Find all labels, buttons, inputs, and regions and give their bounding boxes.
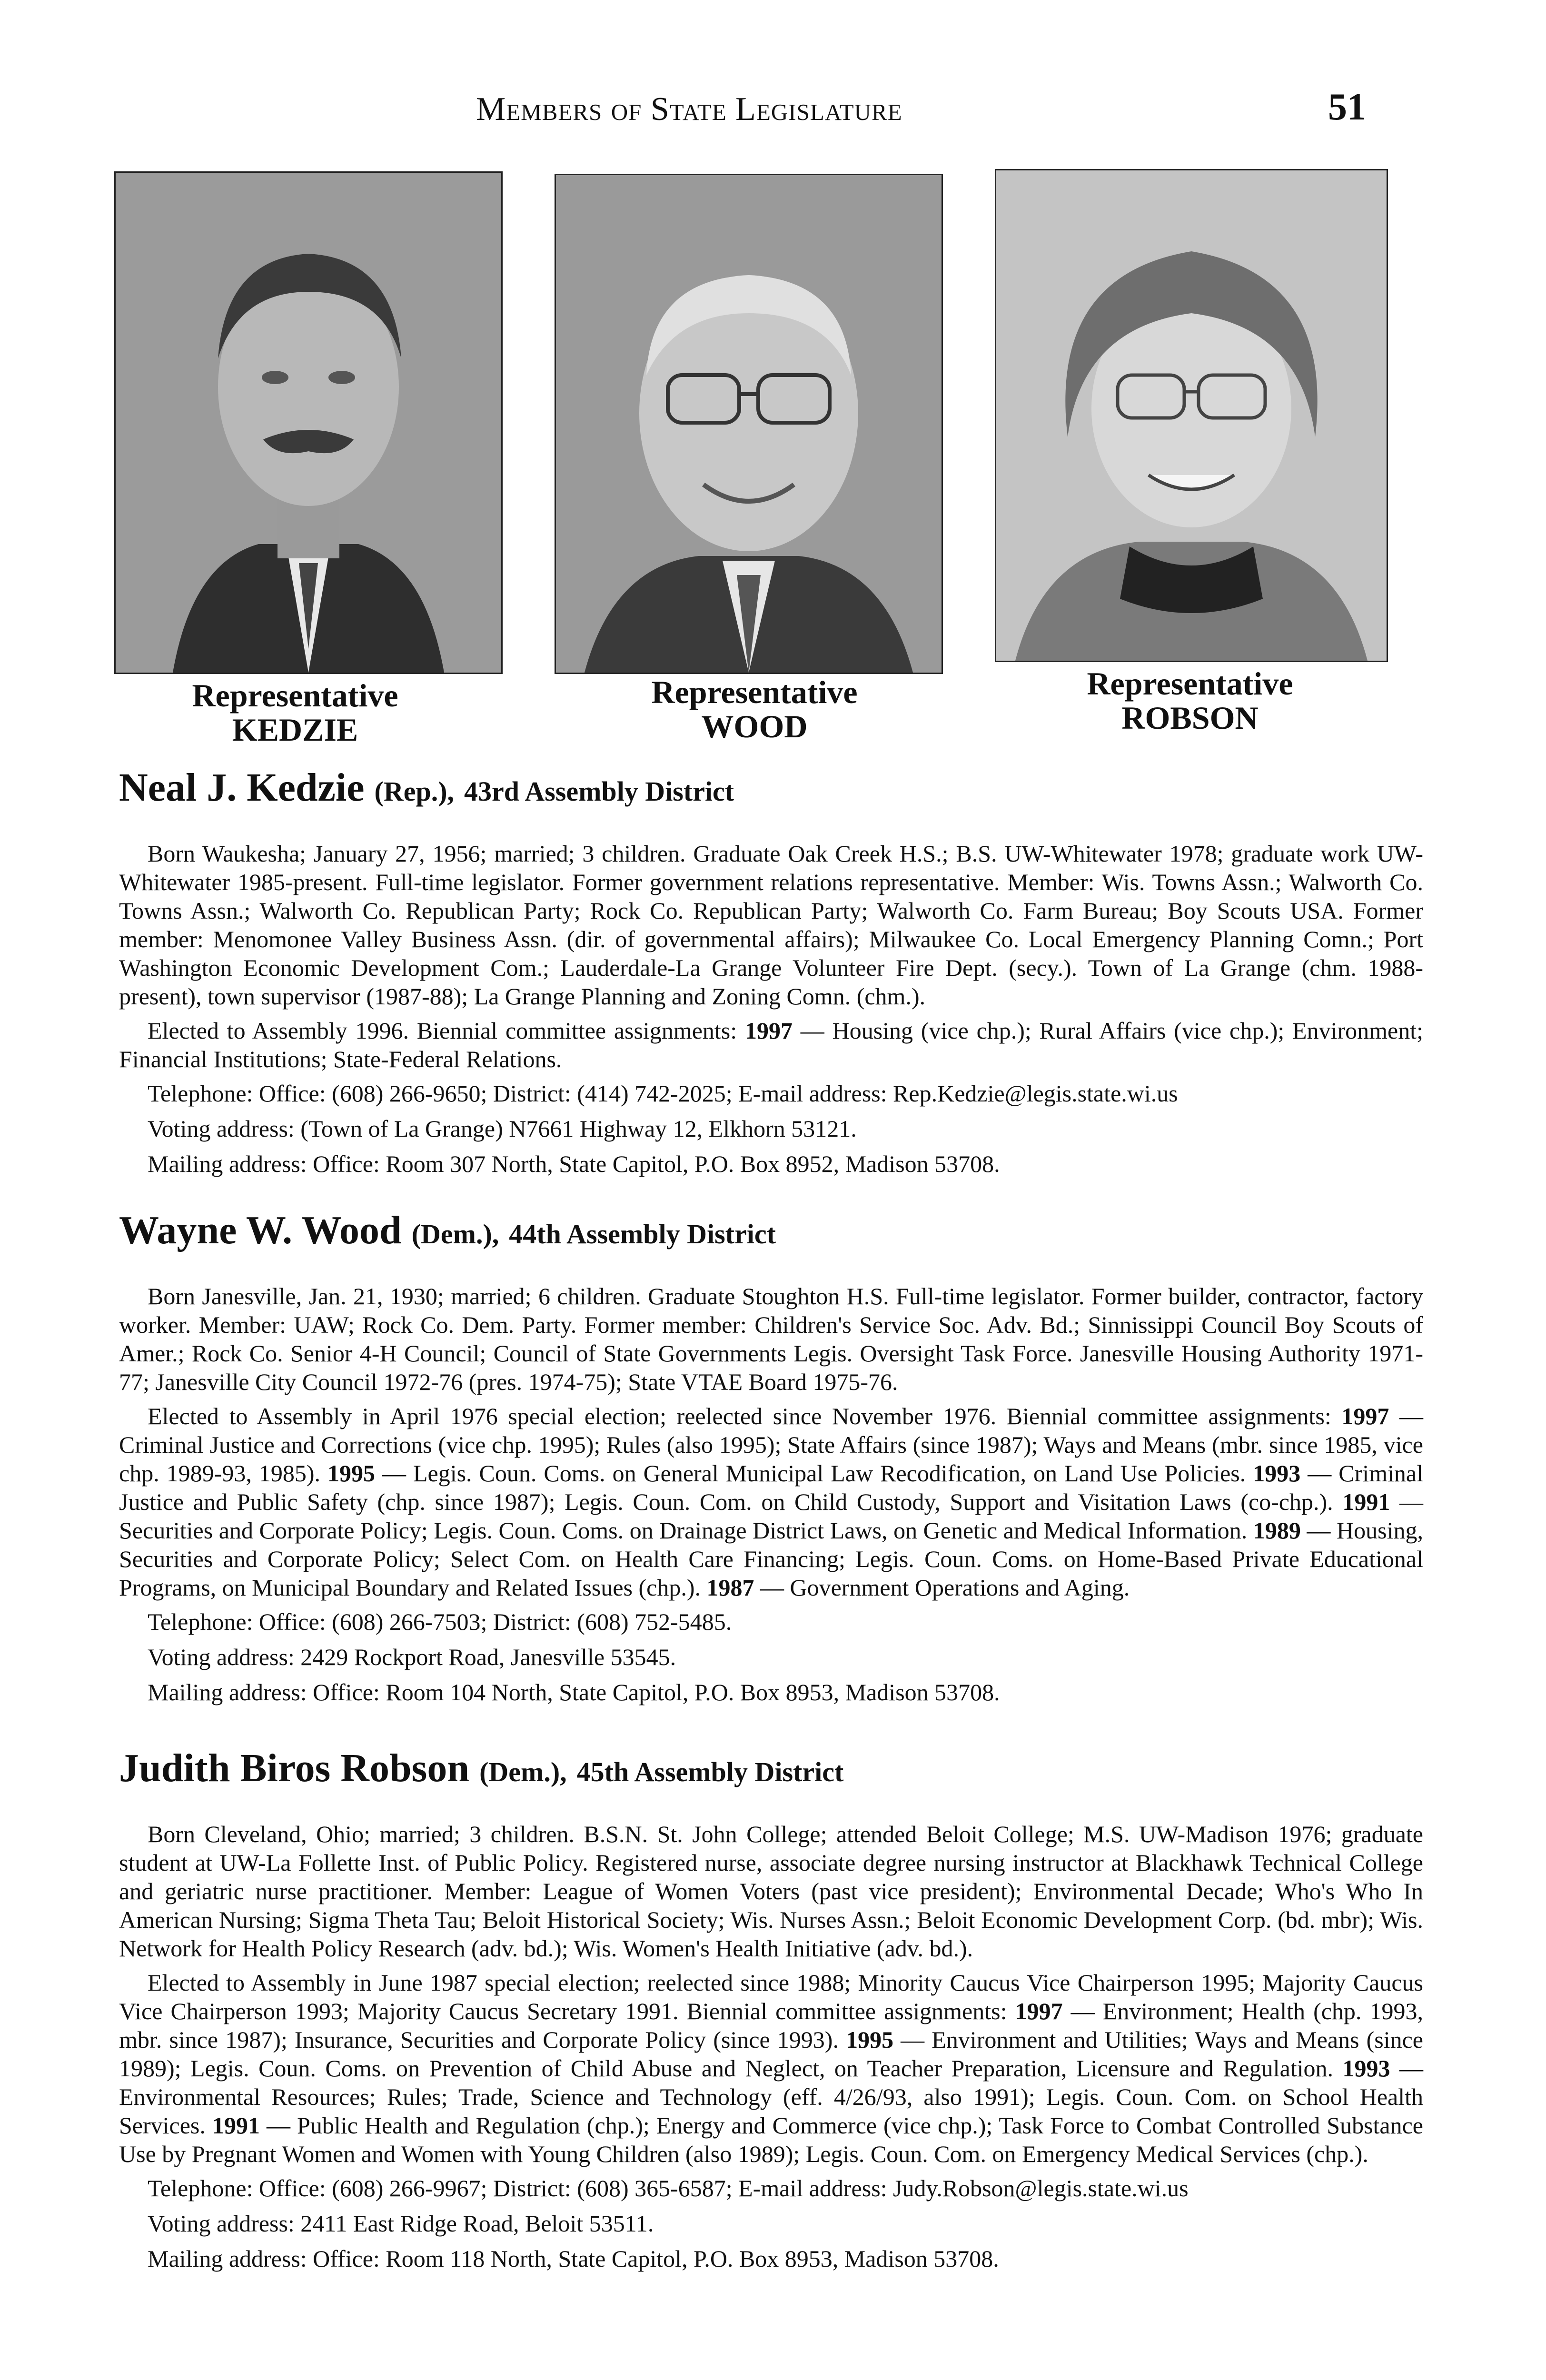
caption-robson (1038, 666, 1342, 735)
member-biography: Born Cleveland, Ohio; married; 3 children. B.S.N. St. John College; attended Beloit College; M.S. UW-Madison 1976; graduate student at UW-La Follette Inst. of Public Policy. Registered nurse, associate degree nursing instructor at Blackhawk Technical College and geriatric nurse practitioner. Member: League of Women Voters (past vice president); Environmental Decade; Who's Who In American Nursing; Sigma Theta Tau; Beloit Historical Society; Wis. Nurses Assn.; Beloit Economic Development Corp. (bd. mbr); Wis. Network for Health Policy Research (adv. bd.); Wis. Women's Health Initiative (adv. bd.). (119, 1821, 1423, 1962)
member-name: Judith Biros Robson (119, 1746, 470, 1790)
member-entry-robson (119, 1745, 1423, 2280)
caption-surname: WOOD (701, 708, 808, 744)
member-mailing-address: Mailing address: Office: Room 307 North, State Capitol, P.O. Box 8952, Madison 53708. (148, 1150, 1000, 1177)
member-mailing-address: Mailing address: Office: Room 118 North, State Capitol, P.O. Box 8953, Madison 53708. (148, 2245, 999, 2272)
member-heading (119, 1207, 1423, 1258)
caption-title: Representative (192, 677, 398, 714)
member-biography: Born Waukesha; January 27, 1956; married; 3 children. Graduate Oak Creek H.S.; B.S. UW-Whitewater 1978; graduate work UW-Whitewater 1985-present. Full-time legislator. Former government relations representative. Member: Wis. Towns Assn.; Walworth Co. Towns Assn.; Walworth Co. Republican Party; Rock Co. Republican Party; Walworth Co. Farm Bureau; Boy Scouts USA. Former member: Menomonee Valley Business Assn. (dir. of governmental affairs); Milwaukee Co. Local Emergency Planning Comn.; Port Washington Economic Development Com.; Lauderdale-La Grange Volunteer Fire Dept. (secy.). Town of La Grange (chm. 1988-present), town supervisor (1987-88); La Grange Planning and Zoning Comn. (chm.). (119, 840, 1423, 1010)
caption-title: Representative (651, 674, 858, 710)
portrait-wood-image (556, 175, 941, 673)
member-party: (Rep.), (374, 776, 455, 807)
member-district: 45th Assembly District (576, 1756, 844, 1787)
member-telephone: Telephone: Office: (608) 266-9650; District: (414) 742-2025; E-mail address: Rep.Kedzie@legis.state.wi.us (148, 1080, 1178, 1107)
photo-wood (555, 174, 943, 674)
member-voting-address: Voting address: 2429 Rockport Road, Janesville 53545. (148, 1644, 676, 1670)
member-heading (119, 764, 1423, 815)
member-district: 43rd Assembly District (464, 776, 734, 807)
member-name: Neal J. Kedzie (119, 765, 365, 810)
member-district: 44th Assembly District (509, 1219, 776, 1250)
photo-kedzie (114, 171, 503, 674)
member-heading (119, 1745, 1423, 1796)
member-voting-address: Voting address: (Town of La Grange) N7661 Highway 12, Elkhorn 53121. (148, 1115, 857, 1142)
page-number: 51 (1328, 86, 1366, 128)
member-telephone: Telephone: Office: (608) 266-9967; District: (608) 365-6587; E-mail address: Judy.Robson@legis.state.wi.us (148, 2175, 1189, 2202)
member-entry-kedzie (119, 764, 1423, 1185)
portrait-kedzie-image (116, 173, 501, 673)
member-name: Wayne W. Wood (119, 1208, 402, 1252)
portrait-robson-image (996, 170, 1387, 661)
member-voting-address: Voting address: 2411 East Ridge Road, Beloit 53511. (148, 2210, 654, 2237)
member-party: (Dem.), (479, 1756, 567, 1787)
member-committees: Elected to Assembly in April 1976 special election; reelected since November 1976. Biennial committee assignments: 1997 — Criminal Justice and Corrections (vice chp. 1995); Rules (also 1995); State Affairs (since 1987); Ways and Means (mbr. since 1985, vice chp. 1989-93, 1985). 1995 — Legis. Coun. Coms. on General Municipal Law Recodification, on Land Use Policies. 1993 — Criminal Justice and Public Safety (chp. since 1987); Legis. Coun. Com. on Child Custody, Support and Visitation Laws (co-chp.). 1991 — Securities and Corporate Policy; Legis. Coun. Coms. on Drainage District Laws, on Genetic and Medical Information. 1989 — Housing, Securities and Corporate Policy; Select Com. on Health Care Financing; Legis. Coun. Coms. on Home-Based Private Educational Programs, on Municipal Boundary and Related Issues (chp.). 1987 — Government Operations and Aging. (119, 1403, 1424, 1601)
photo-robson (995, 169, 1388, 662)
member-mailing-address: Mailing address: Office: Room 104 North, State Capitol, P.O. Box 8953, Madison 53708. (148, 1679, 1000, 1706)
running-header: Members of State Legislature (476, 91, 902, 128)
member-biography: Born Janesville, Jan. 21, 1930; married; 6 children. Graduate Stoughton H.S. Full-time legislator. Former builder, contractor, factory worker. Member: UAW; Rock Co. Dem. Party. Former member: Children's Service Soc. Adv. Bd.; Sinnissippi Council Boy Scouts of Amer.; Rock Co. Senior 4-H Council; Council of State Governments Legis. Oversight Task Force. Janesville Housing Authority 1971-77; Janesville City Council 1972-76 (pres. 1974-75); State VTAE Board 1975-76. (119, 1283, 1423, 1395)
caption-kedzie (143, 678, 447, 747)
member-telephone: Telephone: Office: (608) 266-7503; District: (608) 752-5485. (148, 1608, 732, 1635)
member-party: (Dem.), (411, 1219, 499, 1250)
caption-wood (602, 675, 907, 744)
member-entry-wood (119, 1207, 1423, 1713)
member-committees: Elected to Assembly 1996. Biennial committee assignments: 1997 — Housing (vice chp.); Rural Affairs (vice chp.); Environment; Financial Institutions; State-Federal Relations. (119, 1017, 1423, 1072)
caption-surname: ROBSON (1121, 700, 1259, 736)
caption-title: Representative (1087, 665, 1293, 702)
member-committees: Elected to Assembly in June 1987 special election; reelected since 1988; Minority Caucus Vice Chairperson 1995; Majority Caucus Vice Chairperson 1993; Majority Caucus Secretary 1991. Biennial committee assignments: 1997 — Environment; Health (chp. 1993, mbr. since 1987); Insurance, Securities and Corporate Policy (since 1993). 1995 — Environment and Utilities; Ways and Means (since 1989); Legis. Coun. Coms. on Prevention of Child Abuse and Neglect, on Teacher Preparation, Licensure and Regulation. 1993 — Environmental Resources; Rules; Trade, Science and Technology (eff. 4/26/93, also 1991); Legis. Coun. Com. on School Health Services. 1991 — Public Health and Regulation (chp.); Energy and Commerce (vice chp.); Task Force to Combat Controlled Substance Use by Pregnant Women and Women with Young Children (also 1989); Legis. Coun. Com. on Emergency Medical Services (chp.). (119, 1969, 1423, 2167)
caption-surname: KEDZIE (232, 712, 358, 748)
